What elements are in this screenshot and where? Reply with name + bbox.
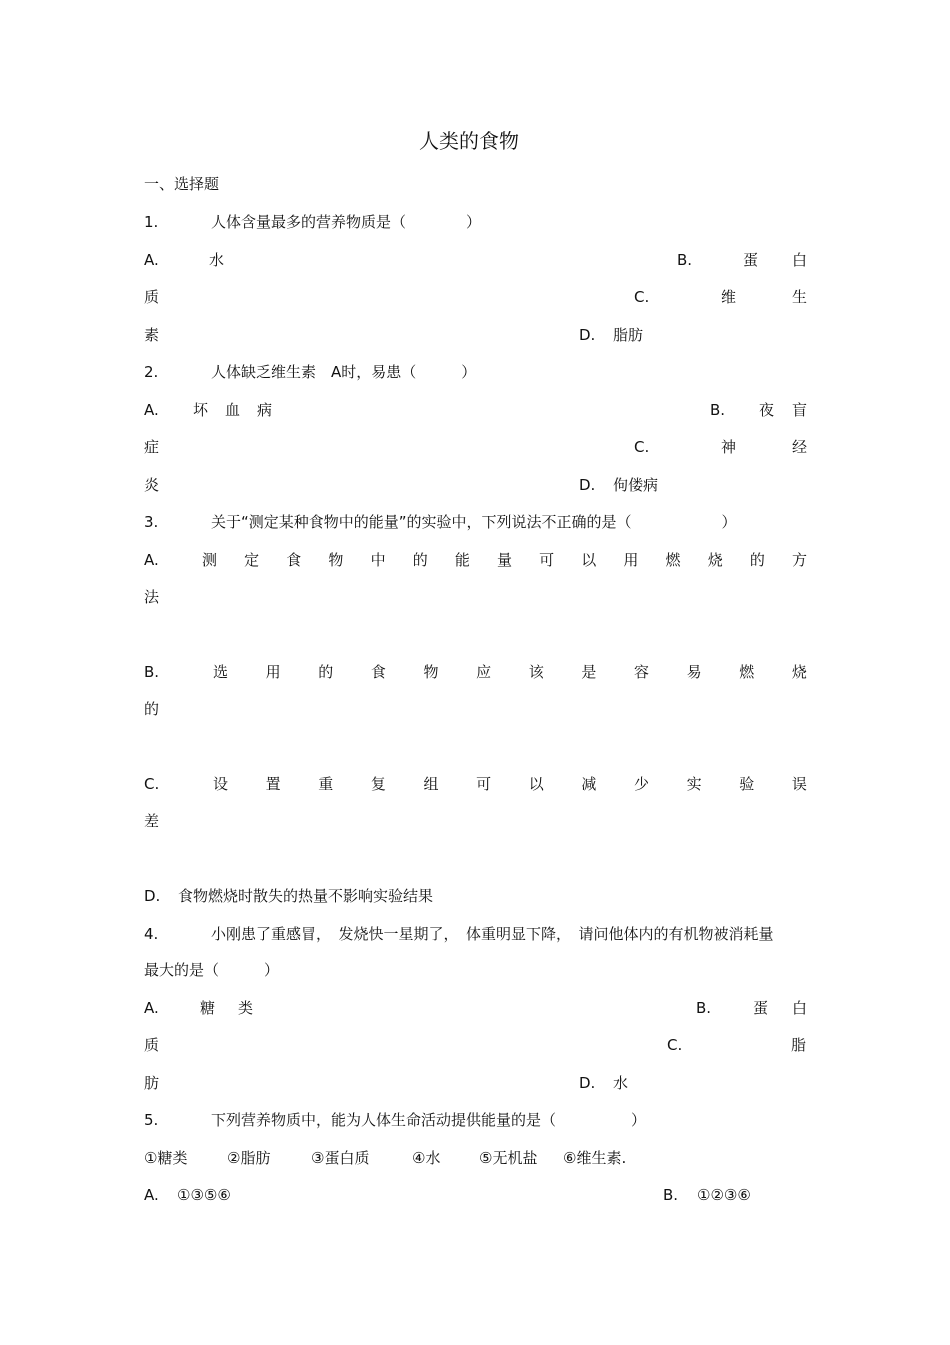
char: 该 [528, 663, 544, 681]
q5-option-a-label: A. [144, 1186, 159, 1204]
q3-option-b-label: B. [144, 663, 160, 681]
char: 烧 [707, 551, 723, 569]
char: 蛋 [743, 251, 759, 269]
char: 维 [721, 288, 737, 306]
q2-option-b-label: B. [710, 401, 726, 419]
q2-option-b-continuation: 症 [144, 438, 160, 456]
q2-number: 2. [144, 363, 159, 381]
q1-option-a-text: 水 [209, 251, 225, 269]
char: 物 [423, 663, 439, 681]
char: 组 [423, 775, 439, 793]
q1-option-d-label: D. [579, 326, 596, 344]
q1-option-b-continuation: 质 [144, 288, 160, 306]
q4-option-b-text [753, 998, 807, 1018]
q4-option-b-label: B. [696, 999, 712, 1017]
page-title: 人类的食物 [419, 129, 519, 153]
q1-option-c-text [721, 287, 807, 307]
q5-item: ②脂肪 [227, 1149, 271, 1167]
char: 食 [370, 663, 386, 681]
q5-item: ⑤无机盐 [479, 1149, 538, 1167]
q2-option-a-label: A. [144, 401, 159, 419]
char: 测 [202, 551, 218, 569]
q5-number: 5. [144, 1111, 159, 1129]
char: 验 [739, 775, 755, 793]
char: 用 [265, 663, 281, 681]
q1-number: 1. [144, 213, 159, 231]
char: 以 [528, 775, 544, 793]
q3-option-b-continuation: 的 [144, 700, 160, 718]
q2-stem: 人体缺乏维生素 A时，易患（ ） [211, 363, 477, 381]
char: 血 [224, 401, 240, 419]
char: 应 [476, 663, 492, 681]
char: 的 [749, 551, 765, 569]
q2-option-a-text [193, 400, 272, 420]
char: 中 [370, 551, 386, 569]
char: 燃 [665, 551, 681, 569]
q2-option-b-text [759, 400, 807, 420]
char: 易 [686, 663, 702, 681]
char: 生 [791, 288, 807, 306]
q3-option-c-label: C. [144, 775, 160, 793]
char: 盲 [791, 401, 807, 419]
char: 量 [496, 551, 512, 569]
q1-option-b-label: B. [677, 251, 693, 269]
q3-option-c-continuation: 差 [144, 812, 160, 830]
q2-option-c-continuation: 炎 [144, 476, 160, 494]
q2-option-d-label: D. [579, 476, 596, 494]
char: 病 [256, 401, 272, 419]
char: 可 [476, 775, 492, 793]
q1-stem: 人体含量最多的营养物质是（ ） [211, 213, 482, 231]
char: 食 [286, 551, 302, 569]
q2-option-c-label: C. [634, 438, 650, 456]
q2-option-d-text: 佝偻病 [613, 476, 659, 494]
char: 误 [791, 775, 807, 793]
char: 烧 [791, 663, 807, 681]
q5-item: ①糖类 [144, 1149, 188, 1167]
char: 物 [328, 551, 344, 569]
char: 用 [623, 551, 639, 569]
char: 经 [791, 438, 807, 456]
q4-stem-continuation: 最大的是（ ） [144, 961, 280, 979]
char: 容 [634, 663, 650, 681]
q4-option-c-text: 脂 [791, 1036, 807, 1054]
char: 坏 [193, 401, 209, 419]
q4-option-c-continuation: 肪 [144, 1074, 160, 1092]
q4-number: 4. [144, 925, 159, 943]
char: 是 [581, 663, 597, 681]
char: 夜 [759, 401, 775, 419]
q4-option-b-continuation: 质 [144, 1036, 160, 1054]
char: 方 [791, 551, 807, 569]
char: 糖 [200, 999, 216, 1017]
q5-item: ④水 [412, 1149, 441, 1167]
q4-stem: 小刚患了重感冒， 发烧快一星期了， 体重明显下降， 请问他体内的有机物被消耗量 [211, 925, 774, 943]
char: 燃 [739, 663, 755, 681]
section-heading: 一、选择题 [144, 175, 220, 193]
char: 类 [237, 999, 253, 1017]
char: 可 [539, 551, 555, 569]
q1-option-b-text [743, 250, 807, 270]
char: 蛋 [753, 999, 769, 1017]
q3-option-d-label: D. [144, 887, 161, 905]
char: 复 [370, 775, 386, 793]
char: 能 [454, 551, 470, 569]
q1-option-c-label: C. [634, 288, 650, 306]
char: 的 [318, 663, 334, 681]
q3-option-a-label: A. [144, 551, 159, 569]
q4-option-d-text: 水 [613, 1074, 629, 1092]
q5-stem: 下列营养物质中，能为人体生命活动提供能量的是（ ） [211, 1111, 647, 1129]
q3-option-b-text [213, 662, 807, 682]
char: 神 [721, 438, 737, 456]
q1-option-a-label: A. [144, 251, 159, 269]
q1-option-c-continuation: 素 [144, 326, 160, 344]
char: 减 [581, 775, 597, 793]
q2-option-c-text [721, 437, 807, 457]
q5-item: ⑥维生素. [563, 1149, 627, 1167]
q4-option-a-text [200, 998, 253, 1018]
q5-option-b-text: ①②③⑥ [697, 1186, 751, 1204]
char: 置 [265, 775, 281, 793]
q3-option-a-text [202, 550, 807, 570]
q5-option-a-text: ①③⑤⑥ [177, 1186, 231, 1204]
q3-stem: 关于“测定某种食物中的能量”的实验中，下列说法不正确的是（ ） [211, 513, 737, 531]
q4-option-d-label: D. [579, 1074, 596, 1092]
q3-number: 3. [144, 513, 159, 531]
q3-option-a-continuation: 法 [144, 588, 160, 606]
q3-option-c-text [213, 774, 807, 794]
char: 以 [581, 551, 597, 569]
q4-option-a-label: A. [144, 999, 159, 1017]
q4-option-c-label: C. [667, 1036, 683, 1054]
q5-item: ③蛋白质 [311, 1149, 370, 1167]
q5-option-b-label: B. [663, 1186, 679, 1204]
char: 定 [244, 551, 260, 569]
char: 实 [686, 775, 702, 793]
char: 选 [213, 663, 229, 681]
char: 的 [412, 551, 428, 569]
char: 白 [791, 999, 807, 1017]
char: 白 [791, 251, 807, 269]
q3-option-d-text: 食物燃烧时散失的热量不影响实验结果 [178, 887, 434, 905]
char: 设 [213, 775, 229, 793]
char: 重 [318, 775, 334, 793]
char: 少 [634, 775, 650, 793]
q1-option-d-text: 脂肪 [613, 326, 644, 344]
